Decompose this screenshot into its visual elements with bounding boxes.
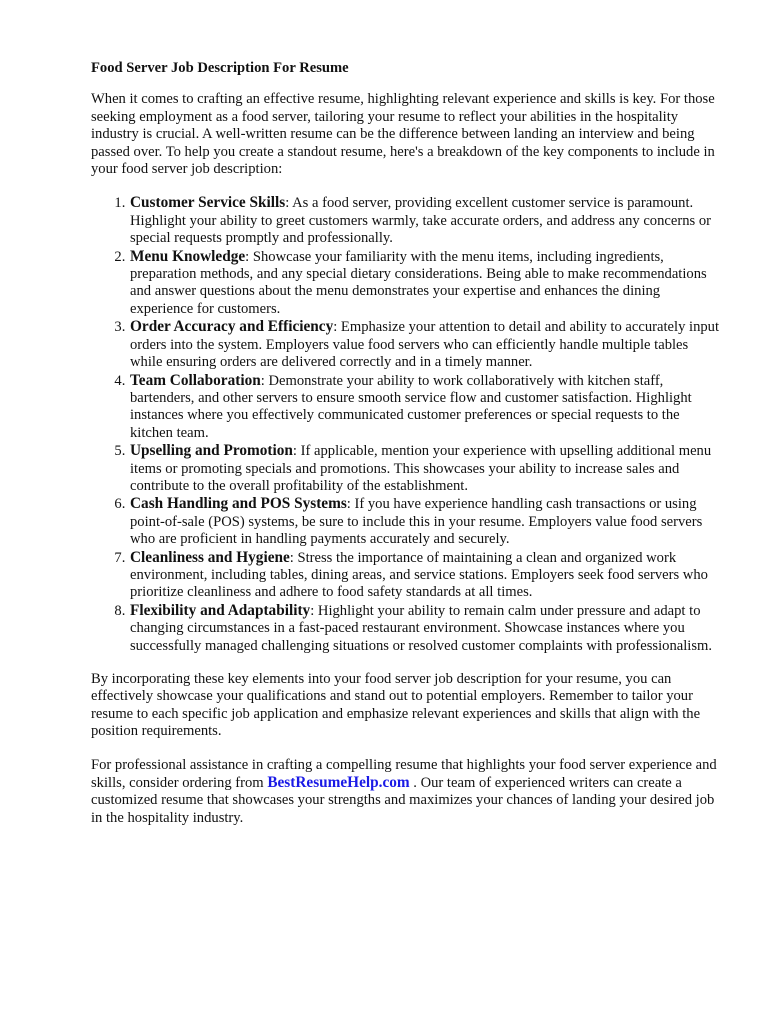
- document-page: [91, 60, 723, 843]
- list-item: [129, 602, 723, 655]
- list-item-text: : Emphasize your attention to detail and ability to accurately input orders into the system. Employers value food servers who can efficiently handle multiple tables while ensuring orders are delivered correctly and in a timely manner.: [130, 319, 720, 371]
- list-item-term: Menu Knowledge: [130, 247, 246, 265]
- list-item-term: Cleanliness and Hygiene: [130, 548, 290, 566]
- best-resume-help-link[interactable]: BestResumeHelp.com: [267, 774, 410, 792]
- list-item: [129, 248, 723, 319]
- list-item-text: : Stress the importance of maintaining a clean and organized work environment, including tables, dining areas, and service stations. Employers seek food servers who prioritize cleanliness and adhere to food safety standards at all times.: [130, 549, 708, 601]
- document-title: Food Server Job Description For Resume: [91, 60, 349, 76]
- conclusion-paragraph: By incorporating these key elements into your food server job description for your resume, you can effectively showcase your qualifications and stand out to potential employers. Remember to tailor your resume to each specific job application and emphasize relevant experiences and skills that align with the position requirements.: [91, 671, 701, 740]
- cta-paragraph: [91, 757, 723, 828]
- list-item: [129, 194, 723, 247]
- cta-text-after: . Our team of experienced writers can create a customized resume that showcases your strengths and maximizes your chances of landing your desired job in the hospitality industry.: [91, 775, 715, 826]
- list-item: [129, 495, 723, 548]
- intro-paragraph: When it comes to crafting an effective resume, highlighting relevant experience and skills is key. For those seeking employment as a food server, tailoring your resume to reflect your abilities in the hospitality industry is crucial. A well-written resume can be the difference between landing an interview and being passed over. To help you create a standout resume, here's a breakdown of the key components to include in your food server job description:: [91, 91, 715, 178]
- list-item-text: : If you have experience handling cash transactions or using point-of-sale (POS) systems, be sure to include this in your resume. Employers value food servers who are proficient in handling payments accurately and securely.: [130, 496, 703, 548]
- list-item-text: : Showcase your familiarity with the menu items, including ingredients, preparation methods, and any special dietary considerations. Being able to make recommendations and answer questions about the menu demonstrates your expertise and enhances the dining experience for customers.: [130, 248, 707, 317]
- list-item-term: Flexibility and Adaptability: [130, 601, 311, 619]
- list-item-term: Customer Service Skills: [130, 194, 286, 212]
- list-item-text: : As a food server, providing excellent customer service is paramount. Highlight your ability to greet customers warmly, take accurate orders, and address any concerns or special requests promptly and professionally.: [130, 195, 711, 247]
- list-item-term: Cash Handling and POS Systems: [130, 495, 347, 513]
- list-item-term: Team Collaboration: [130, 371, 261, 389]
- list-item-text: : Demonstrate your ability to work collaboratively with kitchen staff, bartenders, and other servers to ensure smooth service flow and customer satisfaction. Highlight instances where you effectively communicated customer preferences or special requests to the kitchen team.: [130, 372, 692, 441]
- list-item: [129, 549, 723, 602]
- list-item-term: Order Accuracy and Efficiency: [130, 318, 334, 336]
- list-item-term: Upselling and Promotion: [130, 442, 293, 460]
- key-components-list: [91, 194, 723, 655]
- list-item: [129, 318, 723, 371]
- cta-text-before: For professional assistance in crafting a compelling resume that highlights your food server experience and skills, consider ordering from: [91, 756, 717, 792]
- list-item: [129, 372, 723, 443]
- list-item: [129, 442, 723, 495]
- list-item-text: : Highlight your ability to remain calm under pressure and adapt to changing circumstances in a fast-paced restaurant environment. Showcase instances where you successfully managed challenging situations or resolved customer complaints with professionalism.: [130, 602, 713, 654]
- list-item-text: : If applicable, mention your experience with upselling additional menu items or promoting specials and promotions. This showcases your ability to increase sales and contribute to the overall profitability of the establishment.: [130, 443, 712, 494]
